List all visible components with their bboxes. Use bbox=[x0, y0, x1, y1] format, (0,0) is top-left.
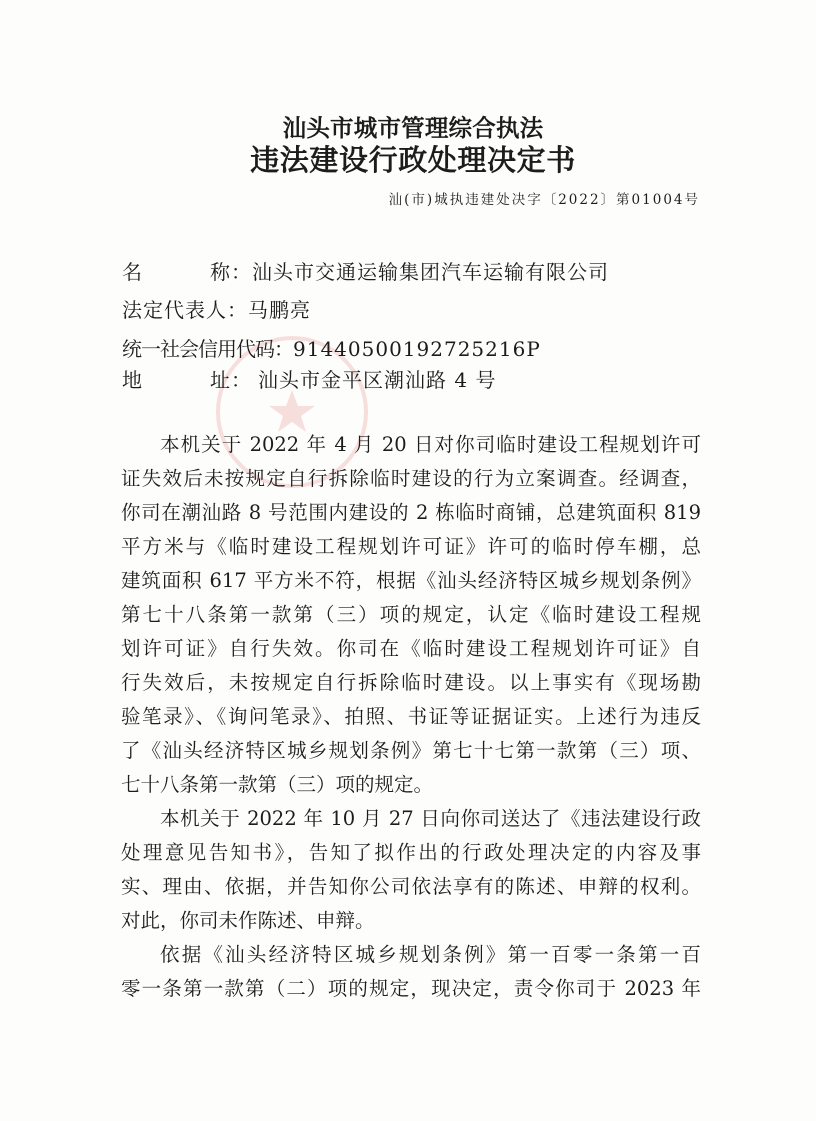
body-line: 零一条第一款第（二）项的规定，现决定，责令你司于 2023 年 bbox=[121, 977, 701, 1000]
field-company-name-label bbox=[122, 257, 252, 287]
body-line: 证失效后未按规定自行拆除临时建设的行为立案调查。经调查， bbox=[121, 467, 701, 490]
body-line: 本机关于 2022 年 4 月 20 日对你司临时建设工程规划许可 bbox=[160, 433, 701, 456]
body-line: 建筑面积 617 平方米不符，根据《汕头经济特区城乡规划条例》 bbox=[121, 569, 701, 592]
field-credit-code bbox=[122, 334, 541, 364]
paragraph-facts bbox=[121, 428, 701, 802]
field-address-label bbox=[122, 365, 252, 395]
body-line: 对此，你司未作陈述、申辩。 bbox=[121, 909, 375, 932]
field-company-name bbox=[122, 257, 609, 287]
body-line: 验笔录》、《询问笔录》、拍照、书证等证据证实。上述行为违反 bbox=[121, 705, 701, 728]
body-line: 本机关于 2022 年 10 月 27 日向你司送达了《违法建设行政 bbox=[160, 807, 701, 830]
paragraph-notice bbox=[121, 802, 701, 938]
body-line: 行失效后，未按规定自行拆除临时建设。以上事实有《现场勘 bbox=[121, 671, 701, 694]
field-company-name-value: 汕头市交通运输集团汽车运输有限公司 bbox=[252, 260, 609, 284]
body-line: 依据《汕头经济特区城乡规划条例》第一百零一条第一百 bbox=[160, 943, 701, 966]
paragraph-decision bbox=[121, 938, 701, 1006]
label-part-b: 址： bbox=[210, 368, 252, 392]
label-part-a: 名 bbox=[122, 260, 143, 284]
field-credit-code-value: 91440500192725216P bbox=[293, 337, 541, 361]
document-number: 汕(市)城执违建处决字〔2022〕第01004号 bbox=[388, 192, 700, 208]
field-legal-representative-label: 法定代表人： bbox=[122, 298, 248, 322]
field-address-value: 汕头市金平区潮汕路 4 号 bbox=[258, 368, 497, 392]
field-address bbox=[122, 365, 496, 395]
label-part-b: 称： bbox=[210, 260, 252, 284]
field-credit-code-label: 统一社会信用代码： bbox=[122, 337, 293, 361]
document-title: 违法建设行政处理决定书 bbox=[250, 143, 576, 177]
body-line: 第七十八条第一款第（三）项的规定，认定《临时建设工程规 bbox=[121, 603, 701, 626]
issuing-organization: 汕头市城市管理综合执法 bbox=[282, 114, 544, 142]
body-line: 实、理由、依据，并告知你公司依法享有的陈述、申辩的权利。 bbox=[121, 875, 701, 898]
body-line: 你司在潮汕路 8 号范围内建设的 2 栋临时商铺，总建筑面积 819 bbox=[121, 501, 701, 524]
body-line: 了《汕头经济特区城乡规划条例》第七十七第一款第（三）项、 bbox=[121, 739, 701, 762]
field-legal-representative-value: 马鹏亮 bbox=[248, 298, 311, 322]
body-line: 处理意见告知书》，告知了拟作出的行政处理决定的内容及事 bbox=[121, 841, 701, 864]
field-legal-representative bbox=[122, 295, 311, 325]
label-part-a: 地 bbox=[122, 368, 143, 392]
body-line: 平方米与《临时建设工程规划许可证》许可的临时停车棚，总 bbox=[121, 535, 701, 558]
decision-body bbox=[121, 428, 701, 1006]
body-line: 划许可证》自行失效。你司在《临时建设工程规划许可证》自 bbox=[121, 637, 701, 660]
body-line: 七十八条第一款第（三）项的规定。 bbox=[121, 773, 434, 796]
seal-star-icon bbox=[269, 390, 315, 432]
